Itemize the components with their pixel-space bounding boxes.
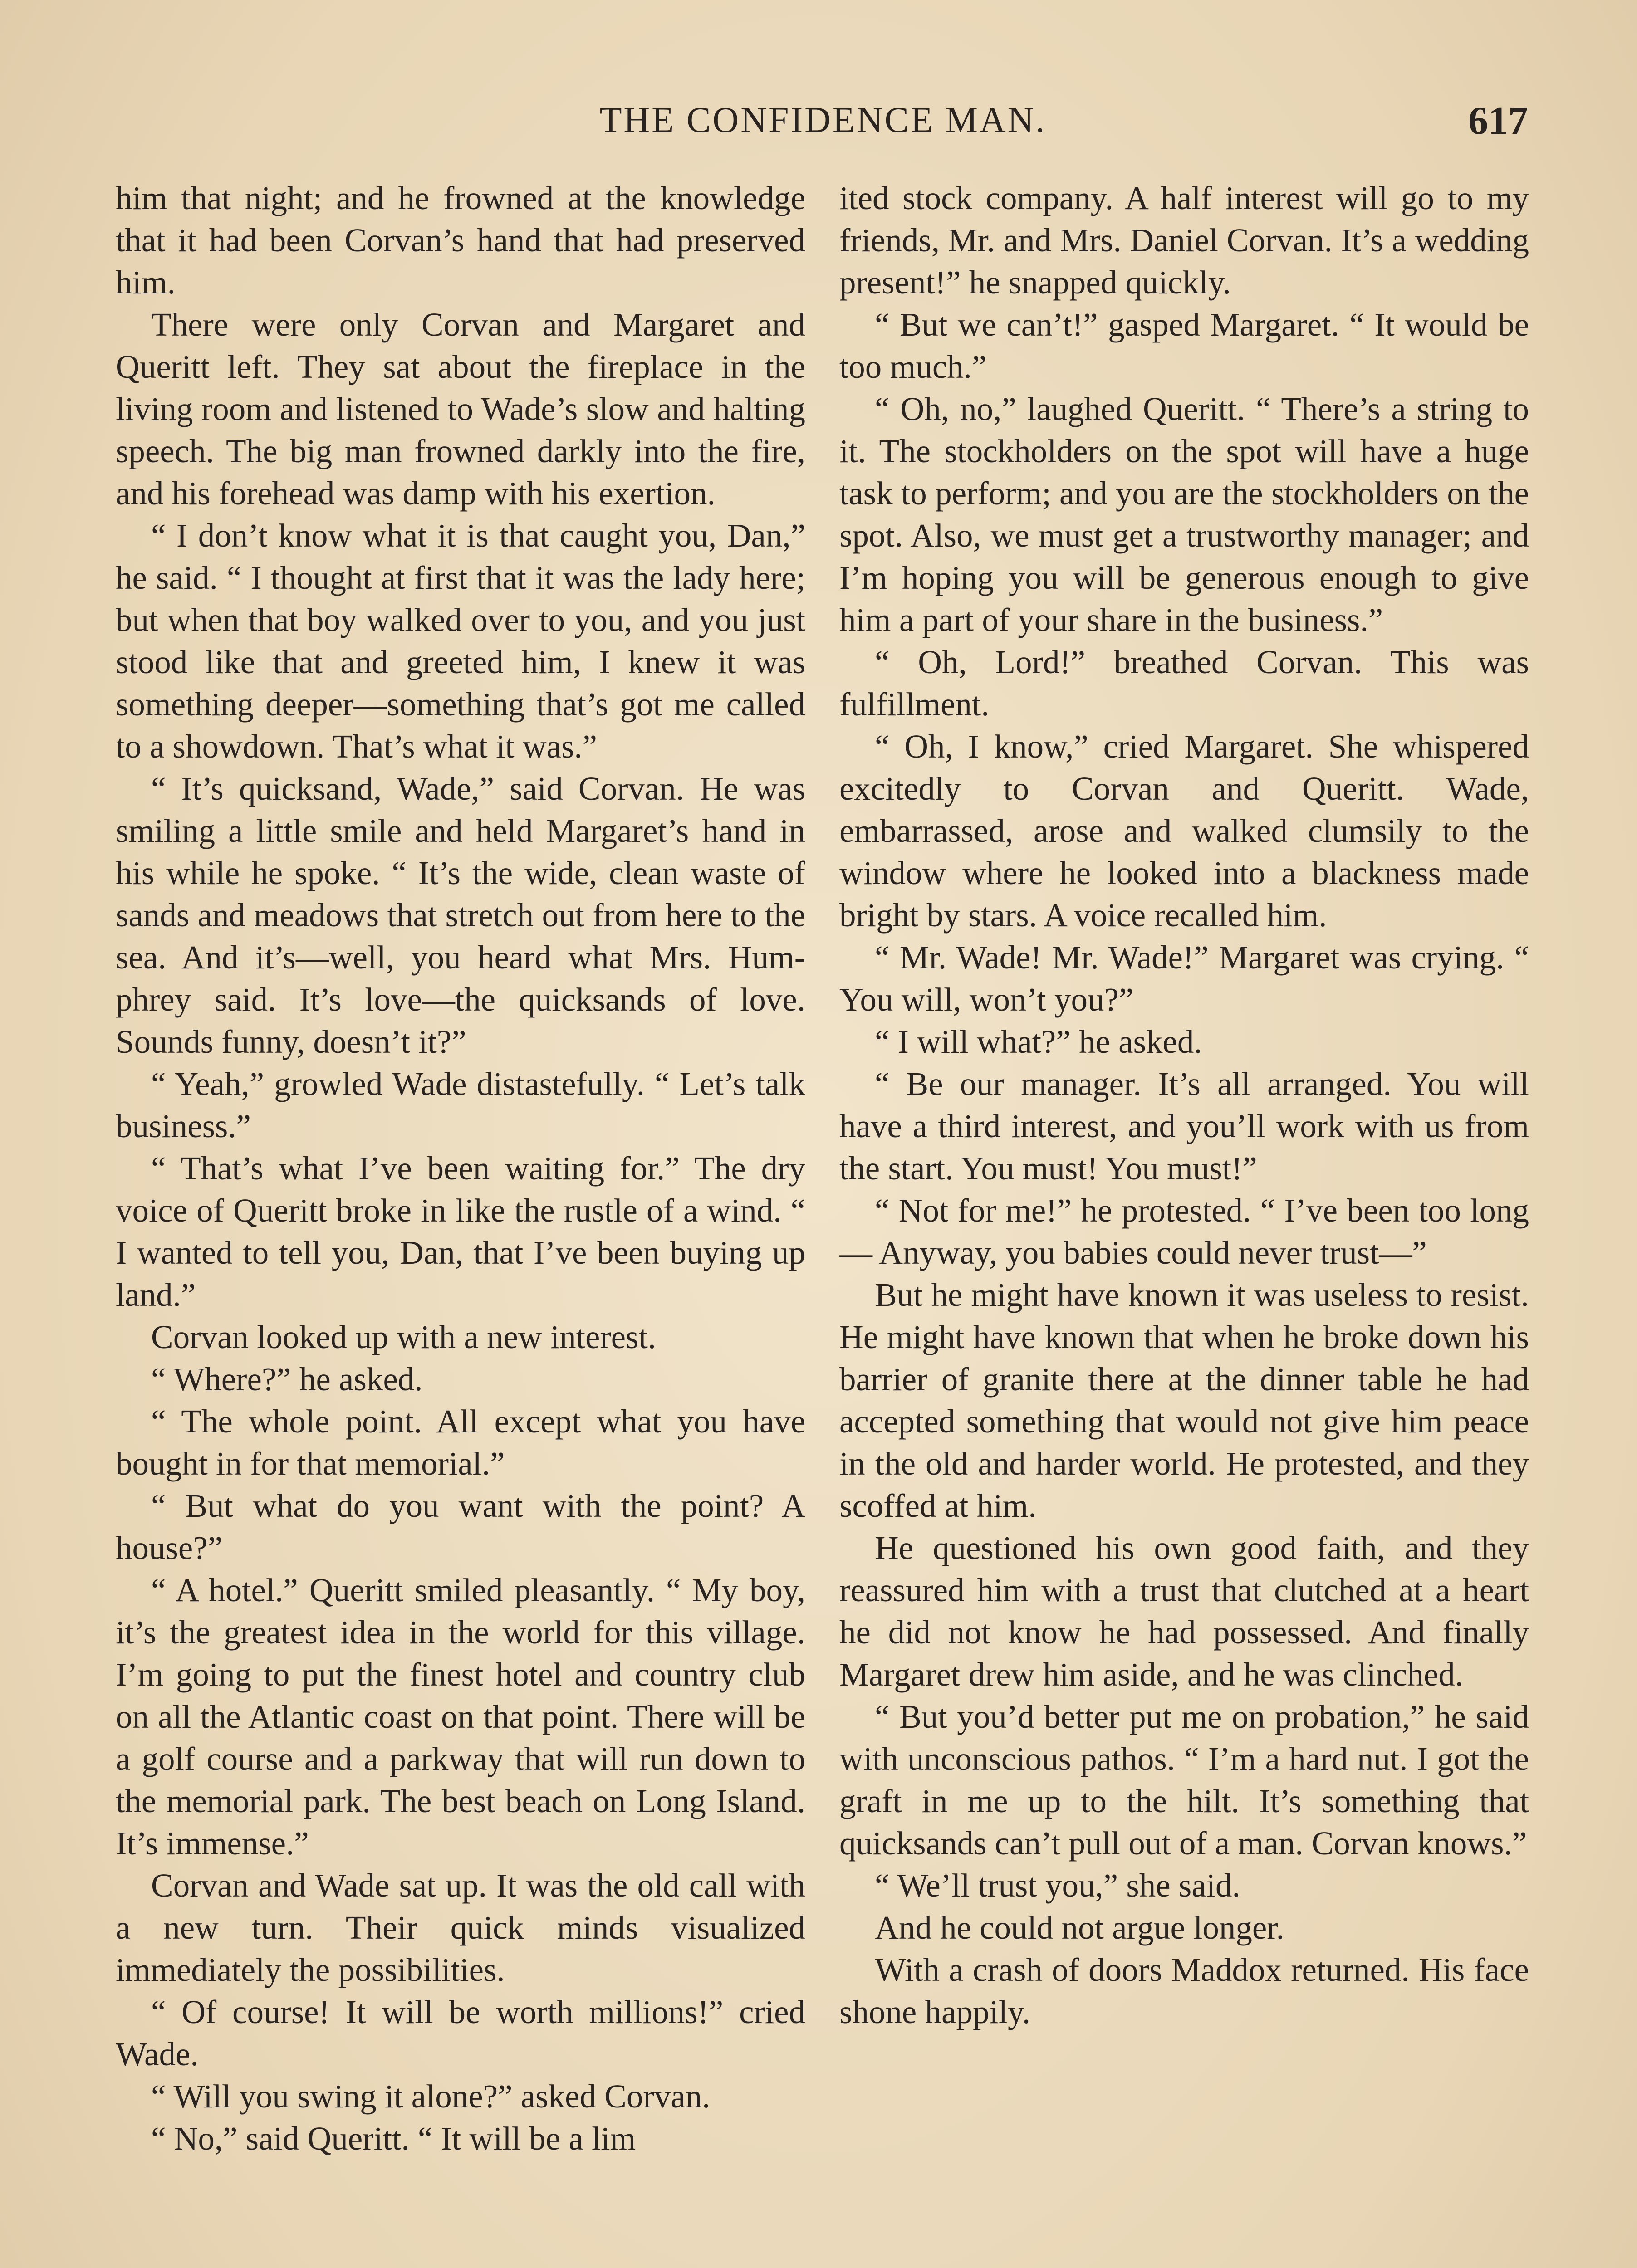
left-column: [116, 177, 805, 2160]
paragraph: ited stock company. A half interest will go to my friends, Mr. and Mrs. Daniel Corvan. It’s a wedding present!” he snapped quickly.: [839, 180, 1529, 301]
paragraph: “ That’s what I’ve been waiting for.” The dry voice of Queritt broke in like the rustle of a wind. “ I wanted to tell you, Dan, that I’ve been buying up land.”: [116, 1150, 805, 1313]
paragraph: Corvan and Wade sat up. It was the old call with a new turn. Their quick minds visualized immediately the possibilities.: [116, 1867, 805, 1988]
paragraph: “ But what do you want with the point? A house?”: [116, 1487, 805, 1566]
paragraph: “ Not for me!” he protested. “ I’ve been too long— Anyway, you babies could never trust—”: [839, 1192, 1529, 1271]
paragraph: “ No,” said Queritt. “ It will be a lim: [151, 2120, 636, 2157]
right-column: [839, 177, 1529, 2033]
page-number: 617: [1468, 99, 1528, 143]
paragraph: him that night; and he frowned at the knowledge that it had been Corvan’s hand that had preserved him.: [116, 180, 805, 301]
running-head: THE CONFIDENCE MAN.: [599, 100, 1047, 140]
paragraph: “ I don’t know what it is that caught you, Dan,” he said. “ I thought at first that it was the lady here; but when that boy walked over to you, and you just stood like that and greeted him, I knew it was something deeper—something that’s got me called to a showdown. That’s what it was.”: [116, 517, 805, 765]
paragraph: He questioned his own good faith, and they reassured him with a trust that clutched at a heart he did not know he had possessed. And finally Margaret drew him aside, and he was clinched.: [839, 1530, 1529, 1693]
page-header: [118, 91, 1528, 159]
paragraph: “ Oh, no,” laughed Queritt. “ There’s a string to it. The stockholders on the spot will have a huge task to perform; and you are the stockholders on the spot. Also, we must get a trustworthy manager; and I’m hoping you will be generous enough to give him a part of your share in the business.”: [839, 391, 1529, 638]
paragraph: “ We’ll trust you,” she said.: [875, 1867, 1240, 1904]
paragraph: “ Mr. Wade! Mr. Wade!” Margaret was crying. “ You will, won’t you?”: [839, 939, 1529, 1018]
paragraph: “ A hotel.” Queritt smiled pleasantly. “ My boy, it’s the greatest idea in the world for this village. I’m going to put the finest hotel and country club on all the Atlantic coast on that point. There will be a golf course and a parkway that will run down to the memorial park. The best beach on Long Island. It’s immense.”: [116, 1572, 805, 1862]
paragraph: “ Be our manager. It’s all arranged. You will have a third interest, and you’ll work with us from the start. You must! You must!”: [839, 1066, 1529, 1187]
paragraph: Corvan looked up with a new interest.: [151, 1319, 657, 1355]
paragraph: “ The whole point. All except what you have bought in for that memorial.”: [116, 1403, 805, 1482]
paragraph: “ I will what?” he asked.: [875, 1023, 1202, 1060]
paragraph: “ Will you swing it alone?” asked Corvan.: [151, 2078, 711, 2115]
paragraph: With a crash of doors Maddox returned. His face shone happily.: [839, 1951, 1529, 2030]
paragraph: “ Oh, Lord!” breathed Corvan. This was fulfillment.: [839, 644, 1529, 723]
paragraph: “ Of course! It will be worth millions!” cried Wade.: [116, 1994, 805, 2072]
paragraph: “ Yeah,” growled Wade distastefully. “ Let’s talk business.”: [116, 1066, 805, 1144]
paragraph: And he could not argue longer.: [875, 1909, 1284, 1946]
paragraph: “ It’s quicksand, Wade,” said Corvan. He was smiling a little smile and held Margaret’s hand in his while he spoke. “ It’s the wide, clean waste of sands and meadows that stretch out from here to the sea. And it’s—well, you heard what Mrs. Humphrey said. It’s love—the quicksands of love. Sounds funny, doesn’t it?”: [116, 770, 805, 1060]
paragraph: “ But we can’t!” gasped Margaret. “ It would be too much.”: [839, 306, 1529, 385]
paragraph: “ Where?” he asked.: [151, 1361, 423, 1398]
paragraph: “ Oh, I know,” cried Margaret. She whispered excitedly to Corvan and Queritt. Wade, embarrassed, arose and walked clumsily to the window where he looked into a blackness made bright by stars. A voice recalled him.: [839, 728, 1529, 934]
paragraph: “ But you’d better put me on probation,” he said with unconscious pathos. “ I’m a hard nut. I got the graft in me up to the hilt. It’s something that quicksands can’t pull out of a man. Corvan knows.”: [839, 1698, 1529, 1862]
paragraph: There were only Corvan and Margaret and Queritt left. They sat about the fireplace in the living room and listened to Wade’s slow and halting speech. The big man frowned darkly into the fire, and his forehead was damp with his exertion.: [116, 306, 805, 512]
paragraph: But he might have known it was useless to resist. He might have known that when he broke down his barrier of granite there at the dinner table he had accepted something that would not give him peace in the old and harder world. He protested, and they scoffed at him.: [839, 1276, 1529, 1524]
